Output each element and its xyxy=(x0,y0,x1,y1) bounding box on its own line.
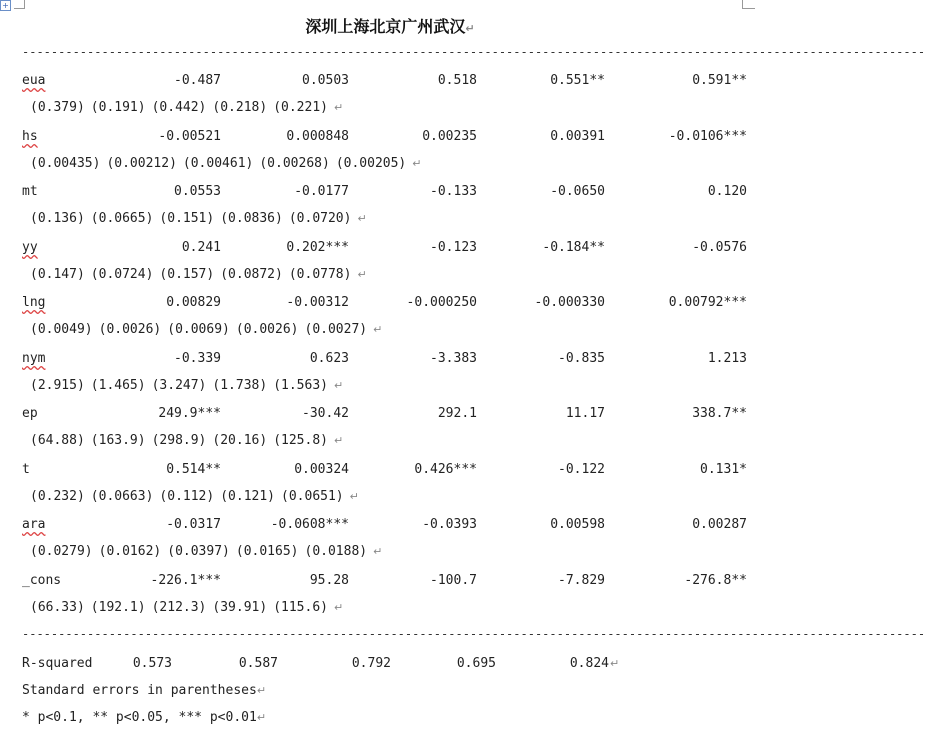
paragraph-mark-icon: ↵ xyxy=(333,379,344,392)
se-value: (0.0651) xyxy=(281,489,344,504)
paragraph-mark-icon: ↵ xyxy=(412,157,422,170)
se-value: (0.221) xyxy=(273,100,328,115)
se-row xyxy=(0,489,759,509)
coef-row xyxy=(0,462,759,482)
se-row xyxy=(0,544,759,564)
se-value: (192.1) xyxy=(90,600,146,615)
rsquared-value: 0.695 xyxy=(456,656,496,671)
coef-value: 249.9*** xyxy=(158,406,221,421)
paragraph-mark-icon: ↵ xyxy=(357,212,367,225)
se-line xyxy=(30,433,343,448)
se-value: (115.6) xyxy=(273,600,328,615)
se-value: (0.218) xyxy=(212,100,268,115)
coef-value: 0.0503 xyxy=(302,73,349,88)
coef-value: 1.213 xyxy=(707,351,747,366)
coef-row xyxy=(0,184,759,204)
se-row xyxy=(0,433,759,453)
se-value: (39.91) xyxy=(212,600,268,615)
se-value: (0.0069) xyxy=(167,322,230,337)
se-value: (298.9) xyxy=(151,433,207,448)
sig-note xyxy=(22,710,266,725)
se-value: (0.0049) xyxy=(30,322,93,337)
se-value: (1.738) xyxy=(212,378,268,393)
variable-name: nym xyxy=(22,351,46,366)
paragraph-mark-icon: ↵ xyxy=(373,323,383,336)
coef-value: -0.00521 xyxy=(158,129,221,144)
variable-name: eua xyxy=(22,73,46,88)
paragraph-mark-icon: ↵ xyxy=(610,657,620,670)
coef-value: 0.00829 xyxy=(166,295,221,310)
coef-value: 0.202*** xyxy=(286,240,349,255)
paragraph-mark-icon: ↵ xyxy=(373,545,383,558)
coef-value: -226.1*** xyxy=(150,573,221,588)
se-value: (0.112) xyxy=(159,489,215,504)
coef-row xyxy=(0,240,759,260)
se-value: (0.442) xyxy=(151,100,207,115)
coef-value: -0.0650 xyxy=(550,184,605,199)
paragraph-mark-icon: ↵ xyxy=(256,711,267,724)
se-value: (0.0724) xyxy=(90,267,154,282)
se-value: (0.0162) xyxy=(98,544,162,559)
coef-value: 11.17 xyxy=(565,406,605,421)
coef-value: 95.28 xyxy=(309,573,349,588)
table-title xyxy=(0,14,780,37)
coef-value: 0.00391 xyxy=(550,129,605,144)
variable-name: mt xyxy=(22,184,38,199)
se-value: (0.0279) xyxy=(30,544,93,559)
rsquared-row xyxy=(0,656,759,676)
coef-value: -0.00312 xyxy=(286,295,349,310)
bottom-rule: ----------------------------------------------------------------------------------------------------------------------------- xyxy=(22,627,925,641)
rsquared-value: 0.587 xyxy=(238,656,278,671)
coef-value: 0.514** xyxy=(166,462,221,477)
se-value: (0.00461) xyxy=(182,156,254,171)
se-value: (0.151) xyxy=(159,211,215,226)
coef-value: 0.00324 xyxy=(294,462,349,477)
coef-value: 0.131* xyxy=(700,462,747,477)
coef-value: 0.518 xyxy=(437,73,477,88)
se-row xyxy=(0,100,759,120)
se-value: (0.157) xyxy=(159,267,215,282)
variable-name: ep xyxy=(22,406,38,421)
coef-value: 0.000848 xyxy=(286,129,349,144)
coef-value: -100.7 xyxy=(430,573,477,588)
coef-value: 0.0553 xyxy=(174,184,221,199)
se-row xyxy=(0,267,759,287)
se-row xyxy=(0,211,759,231)
se-row xyxy=(0,378,759,398)
se-value: (64.88) xyxy=(30,433,85,448)
page-corner-mark-right xyxy=(742,0,755,9)
coef-value: -0.0576 xyxy=(692,240,747,255)
coef-row xyxy=(0,573,759,593)
se-value: (0.00205) xyxy=(335,156,407,171)
se-line xyxy=(30,544,382,559)
coef-value: 292.1 xyxy=(437,406,477,421)
se-value: (125.8) xyxy=(273,433,328,448)
variable-name: lng xyxy=(22,295,46,310)
rsquared-value: 0.792 xyxy=(351,656,391,671)
se-value: (1.563) xyxy=(273,378,328,393)
se-value: (0.147) xyxy=(30,267,85,282)
se-line xyxy=(30,600,343,615)
paragraph-mark-icon: ↵ xyxy=(465,22,475,35)
se-value: (0.0836) xyxy=(220,211,283,226)
coef-value: -276.8** xyxy=(684,573,747,588)
variable-name: t xyxy=(22,462,30,477)
coef-value: 0.426*** xyxy=(414,462,477,477)
coef-value: 0.00792*** xyxy=(668,295,747,310)
se-value: (0.0397) xyxy=(167,544,230,559)
coef-row xyxy=(0,129,759,149)
se-value: (0.0026) xyxy=(98,322,162,337)
se-value: (0.0663) xyxy=(90,489,154,504)
se-value: (0.136) xyxy=(30,211,85,226)
top-rule: ----------------------------------------------------------------------------------------------------------------------------- xyxy=(22,45,925,59)
coef-value: -0.487 xyxy=(174,73,221,88)
coef-value: 338.7** xyxy=(692,406,747,421)
paragraph-mark-icon: ↵ xyxy=(349,490,359,503)
coef-value: -7.829 xyxy=(558,573,605,588)
coef-value: 0.120 xyxy=(707,184,747,199)
variable-name: hs xyxy=(22,129,38,144)
sig-note-text: * p<0.1, ** p<0.05, *** p<0.01 xyxy=(22,710,257,725)
se-value: (0.121) xyxy=(220,489,276,504)
se-note-text: Standard errors in parentheses xyxy=(22,683,257,698)
coef-value: 0.551** xyxy=(550,73,605,88)
se-value: (1.465) xyxy=(90,378,146,393)
se-row xyxy=(0,156,759,176)
se-value: (0.00212) xyxy=(106,156,177,171)
se-value: (0.379) xyxy=(30,100,85,115)
variable-name: ara xyxy=(22,517,46,532)
paragraph-mark-icon: ↵ xyxy=(333,601,344,614)
coef-value: 0.00235 xyxy=(422,129,477,144)
coef-value: -0.835 xyxy=(558,351,605,366)
rsquared-value: 0.824 xyxy=(569,656,609,671)
coef-value: -0.000250 xyxy=(406,295,477,310)
se-value: (0.0778) xyxy=(288,267,352,282)
paragraph-mark-icon: ↵ xyxy=(333,101,344,114)
coef-value: 0.591** xyxy=(692,73,747,88)
variable-name: yy xyxy=(22,240,38,255)
rsquared-label: R-squared xyxy=(22,656,93,671)
se-value: (163.9) xyxy=(90,433,146,448)
se-value: (0.0026) xyxy=(235,322,299,337)
se-line xyxy=(30,211,367,226)
se-value: (0.0027) xyxy=(304,322,368,337)
se-value: (0.00435) xyxy=(30,156,101,171)
se-line xyxy=(30,156,421,171)
coef-value: -0.184** xyxy=(542,240,605,255)
rsquared-value: 0.573 xyxy=(132,656,172,671)
coef-row xyxy=(0,295,759,315)
table-anchor-icon[interactable]: + xyxy=(0,0,11,11)
se-value: (20.16) xyxy=(212,433,268,448)
se-line xyxy=(30,378,343,393)
se-row xyxy=(0,600,759,620)
se-value: (0.191) xyxy=(90,100,146,115)
se-line xyxy=(30,322,382,337)
coef-value: -0.000330 xyxy=(534,295,605,310)
coef-row xyxy=(0,517,759,537)
se-note xyxy=(22,683,266,698)
coef-value: -0.123 xyxy=(430,240,477,255)
coef-value: -0.0106*** xyxy=(668,129,747,144)
se-value: (0.0165) xyxy=(235,544,299,559)
coef-row xyxy=(0,73,759,93)
se-line xyxy=(30,267,367,282)
se-value: (0.0720) xyxy=(288,211,352,226)
se-value: (0.0188) xyxy=(304,544,368,559)
se-line xyxy=(30,100,343,115)
coef-value: -0.122 xyxy=(558,462,605,477)
se-value: (66.33) xyxy=(30,600,85,615)
coef-value: -3.383 xyxy=(430,351,477,366)
coef-value: -0.133 xyxy=(430,184,477,199)
coef-value: -0.0393 xyxy=(422,517,477,532)
se-value: (0.0872) xyxy=(220,267,283,282)
paragraph-mark-icon: ↵ xyxy=(333,434,344,447)
coef-value: -0.0608*** xyxy=(270,517,349,532)
coef-row xyxy=(0,351,759,371)
se-value: (3.247) xyxy=(151,378,207,393)
coef-value: 0.00287 xyxy=(692,517,747,532)
se-value: (0.0665) xyxy=(90,211,154,226)
variable-name: _cons xyxy=(22,573,62,588)
se-line xyxy=(30,489,359,504)
page-corner-mark-left xyxy=(14,0,25,9)
coef-row xyxy=(0,406,759,426)
table-title-text: 深圳上海北京广州武汉 xyxy=(305,17,466,36)
paragraph-mark-icon: ↵ xyxy=(357,268,367,281)
coef-value: -0.0177 xyxy=(294,184,349,199)
coef-value: -30.42 xyxy=(302,406,349,421)
coef-value: -0.0317 xyxy=(166,517,221,532)
coef-value: 0.623 xyxy=(309,351,349,366)
coef-value: 0.00598 xyxy=(550,517,605,532)
se-row xyxy=(0,322,759,342)
se-value: (0.232) xyxy=(30,489,85,504)
coef-value: -0.339 xyxy=(174,351,221,366)
se-value: (2.915) xyxy=(30,378,85,393)
se-value: (212.3) xyxy=(151,600,207,615)
coef-value: 0.241 xyxy=(181,240,221,255)
se-value: (0.00268) xyxy=(259,156,330,171)
paragraph-mark-icon: ↵ xyxy=(256,684,267,697)
